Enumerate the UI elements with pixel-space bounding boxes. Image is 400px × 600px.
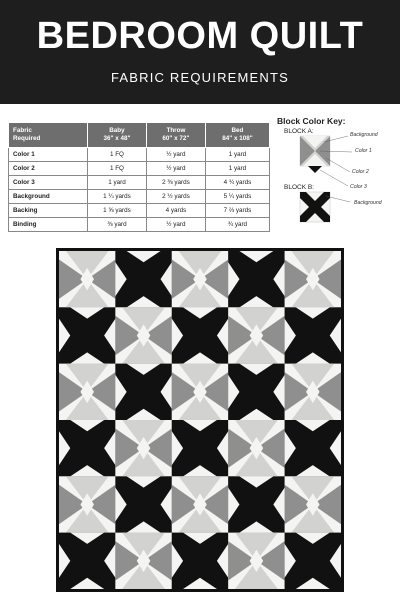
block-a-label: BLOCK A: [284, 128, 314, 135]
block-b-label: BLOCK B: [284, 184, 314, 191]
row-label: Binding [9, 218, 88, 232]
key-annotation-color3: Color 3 [350, 184, 367, 190]
page-header [0, 0, 400, 104]
key-annotation-background-a: Background [350, 132, 378, 138]
table-cell: ½ yard [146, 218, 205, 232]
column-header-baby: Baby 36" x 48" [87, 123, 146, 148]
table-row [9, 204, 270, 218]
table-cell: 5 ¼ yards [205, 190, 269, 204]
table-row [9, 190, 270, 204]
table-cell: 1 yard [87, 176, 146, 190]
table-cell: 7 ⅔ yards [205, 204, 269, 218]
table-cell: 1 ¼ yards [87, 190, 146, 204]
block-color-key-title: Block Color Key: [277, 116, 346, 126]
block-b-diagram [300, 192, 330, 222]
row-label: Color 3 [9, 176, 88, 190]
row-label: Background [9, 190, 88, 204]
table-row [9, 176, 270, 190]
table-cell: 2 ⅜ yards [146, 176, 205, 190]
table-row [9, 162, 270, 176]
table-cell: 1 ⅝ yards [87, 204, 146, 218]
table-cell: ¾ yard [205, 218, 269, 232]
table-cell: ½ yard [146, 148, 205, 162]
row-label: Backing [9, 204, 88, 218]
table-cell: 4 ¾ yards [205, 176, 269, 190]
key-annotation-color1: Color 1 [355, 148, 372, 154]
block-color-key-diagram [280, 120, 400, 245]
table-cell: 1 yard [205, 148, 269, 162]
row-label: Color 1 [9, 148, 88, 162]
table-cell: 1 yard [205, 162, 269, 176]
column-header-fabric: Fabric Required [9, 123, 88, 148]
page-subtitle: FABRIC REQUIREMENTS [110, 70, 290, 85]
key-annotation-background-b: Background [354, 200, 382, 206]
column-header-throw: Throw 60" x 72" [146, 123, 205, 148]
row-label: Color 2 [9, 162, 88, 176]
page-title: BEDROOM QUILT [36, 15, 364, 57]
fabric-requirements-table [8, 122, 270, 232]
table-header-row [9, 123, 270, 148]
table-cell: ⅜ yard [87, 218, 146, 232]
table-row [9, 218, 270, 232]
table-cell: 1 FQ [87, 162, 146, 176]
key-annotation-color2: Color 2 [352, 169, 369, 175]
table-cell: 2 ½ yards [146, 190, 205, 204]
table-cell: ½ yard [146, 162, 205, 176]
table-cell: 4 yards [146, 204, 205, 218]
table-row [9, 148, 270, 162]
column-header-bed: Bed 84" x 108" [205, 123, 269, 148]
table-cell: 1 FQ [87, 148, 146, 162]
quilt-photo [56, 248, 344, 592]
quilt-illustration [56, 248, 344, 592]
